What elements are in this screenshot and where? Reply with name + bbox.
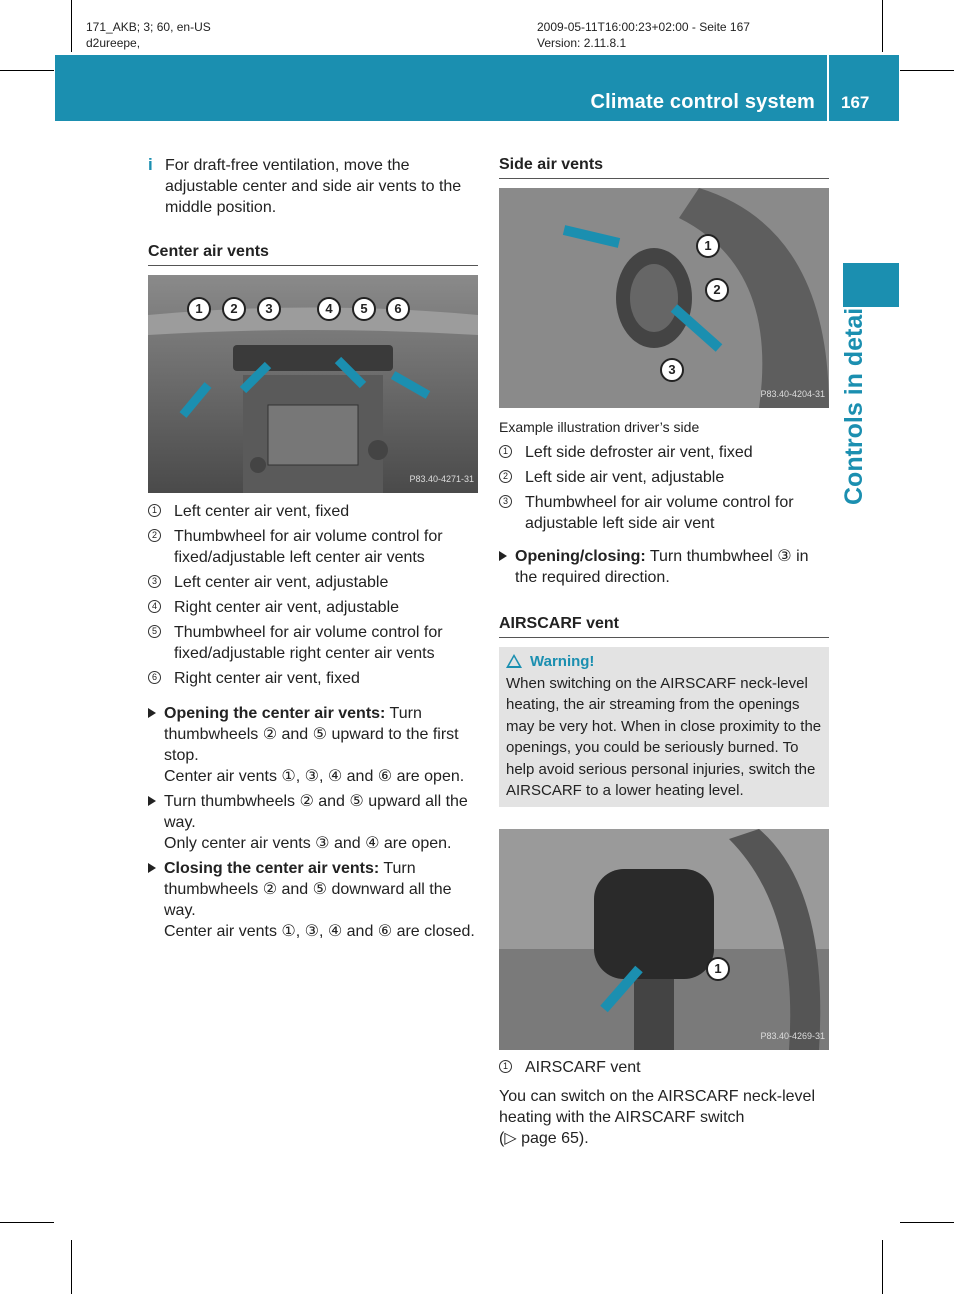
user-id: d2ureepe, <box>86 36 141 50</box>
crop-mark <box>900 70 954 71</box>
center-vents-heading: Center air vents <box>148 241 478 266</box>
callout-1: 1 <box>696 234 720 258</box>
legend-number: 1 <box>148 504 161 517</box>
figure-code: P83.40-4271-31 <box>409 474 474 484</box>
callout-1: 1 <box>187 297 211 321</box>
legend-item <box>148 597 478 618</box>
step-text: Turn thumbwheels ② and ⑤ downward all the way. <box>164 860 452 919</box>
airscarf-text: You can switch on the AIRSCARF neck-level heating with the AIRSCARF switch <box>499 1087 816 1126</box>
page-number: 167 <box>841 93 870 112</box>
info-icon: i <box>148 155 153 174</box>
legend-number: 5 <box>148 625 161 638</box>
step-arrow-icon <box>148 708 156 718</box>
timestamp: 2009-05-11T16:00:23+02:00 - Seite 167 <box>537 20 750 34</box>
callout-3: 3 <box>660 358 684 382</box>
center-legend <box>148 501 478 689</box>
legend-number: 3 <box>148 575 161 588</box>
callout-3: 3 <box>257 297 281 321</box>
page-reference-link[interactable]: (▷ page 65). <box>499 1129 589 1147</box>
instruction-step <box>499 546 829 588</box>
legend-text: Left center air vent, fixed <box>174 503 350 520</box>
legend-number: 1 <box>499 445 512 458</box>
airscarf-description <box>499 1086 829 1149</box>
page-title: Climate control system <box>590 91 815 113</box>
step-label: Closing the center air vents: <box>164 860 380 877</box>
crop-mark <box>0 70 54 71</box>
crop-mark <box>71 1240 72 1294</box>
legend-text: Thumbwheel for air volume control for fixed/adjustable right center air vents <box>174 624 443 662</box>
info-note <box>148 155 478 218</box>
callout-4: 4 <box>317 297 341 321</box>
side-vents-figure <box>499 188 829 408</box>
center-steps <box>148 703 478 942</box>
figure-code: P83.40-4269-31 <box>760 1030 825 1041</box>
legend-text: Right center air vent, fixed <box>174 670 360 687</box>
crop-mark <box>900 1222 954 1223</box>
legend-item <box>148 572 478 593</box>
instruction-step <box>148 791 478 854</box>
figure-caption: Example illustration driver’s side <box>499 419 700 435</box>
legend-item <box>499 442 829 463</box>
legend-text: Left side air vent, adjustable <box>525 469 725 486</box>
legend-item <box>148 668 478 689</box>
callout-2: 2 <box>705 278 729 302</box>
version: Version: 2.11.8.1 <box>537 36 627 50</box>
legend-item <box>499 467 829 488</box>
callout-6: 6 <box>386 297 410 321</box>
callout-2: 2 <box>222 297 246 321</box>
step-text: Turn thumbwheel ③ in the required direction. <box>515 548 809 586</box>
callout-1: 1 <box>706 957 730 981</box>
legend-item <box>148 501 478 522</box>
print-meta-left <box>86 19 211 51</box>
headrest-illustration <box>499 829 829 1050</box>
airscarf-heading: AIRSCARF vent <box>499 613 829 638</box>
instruction-step <box>148 703 478 787</box>
step-arrow-icon <box>148 863 156 873</box>
legend-text: Thumbwheel for air volume control for adjustable left side air vent <box>525 494 794 532</box>
legend-text: Thumbwheel for air volume control for fixed/adjustable left center air vents <box>174 528 443 566</box>
warning-text: When switching on the AIRSCARF neck-level heating, the air streaming from the openings may be very hot. When in close proximity to the openings, you could be seriously burned. To help avoid serious personal injuries, switch the AIRSCARF to a lower heating level. <box>506 674 822 799</box>
file-info: 171_AKB; 3; 60, en-US <box>86 20 211 34</box>
legend-item <box>499 1057 829 1078</box>
warning-box <box>499 647 829 807</box>
warning-title: Warning! <box>530 653 595 670</box>
side-legend <box>499 442 829 534</box>
legend-item <box>148 622 478 664</box>
header-bar <box>55 55 899 121</box>
step-label: Opening the center air vents: <box>164 705 386 722</box>
crop-mark <box>882 1240 883 1294</box>
header-divider <box>827 55 829 121</box>
legend-text: AIRSCARF vent <box>525 1058 641 1076</box>
print-meta-right <box>537 19 750 51</box>
crop-mark <box>71 0 72 52</box>
warning-icon <box>506 654 522 668</box>
legend-number: 3 <box>499 495 512 508</box>
legend-text: Left center air vent, adjustable <box>174 574 389 591</box>
step-label: Opening/closing: <box>515 548 646 565</box>
callout-5: 5 <box>352 297 376 321</box>
step-text: Turn thumbwheels ② and ⑤ upward to the first stop. <box>164 705 459 764</box>
step-arrow-icon <box>499 551 507 561</box>
legend-number: 1 <box>499 1060 512 1073</box>
left-column <box>148 155 478 942</box>
info-text: For draft-free ventilation, move the adjustable center and side air vents to the middle position. <box>165 157 462 216</box>
warning-header <box>506 651 822 673</box>
legend-number: 6 <box>148 671 161 684</box>
airscarf-figure <box>499 829 829 1050</box>
step-result: Center air vents ①, ③, ④ and ⑥ are open. <box>164 768 465 785</box>
legend-text: Right center air vent, adjustable <box>174 599 400 616</box>
step-result: Center air vents ①, ③, ④ and ⑥ are closed. <box>164 923 475 940</box>
side-section-label: Controls in detail <box>840 300 868 505</box>
legend-number: 4 <box>148 600 161 613</box>
step-result: Only center air vents ③ and ④ are open. <box>164 835 452 852</box>
center-vents-figure <box>148 275 478 493</box>
crop-mark <box>882 0 883 52</box>
legend-number: 2 <box>499 470 512 483</box>
legend-item <box>148 526 478 568</box>
step-text: Turn thumbwheels ② and ⑤ upward all the way. <box>164 793 468 831</box>
right-column <box>499 154 829 1149</box>
legend-item <box>499 492 829 534</box>
legend-text: Left side defroster air vent, fixed <box>525 444 753 461</box>
crop-mark <box>0 1222 54 1223</box>
side-vents-heading: Side air vents <box>499 154 829 179</box>
figure-code: P83.40-4204-31 <box>760 389 825 399</box>
step-arrow-icon <box>148 796 156 806</box>
legend-number: 2 <box>148 529 161 542</box>
instruction-step <box>148 858 478 942</box>
